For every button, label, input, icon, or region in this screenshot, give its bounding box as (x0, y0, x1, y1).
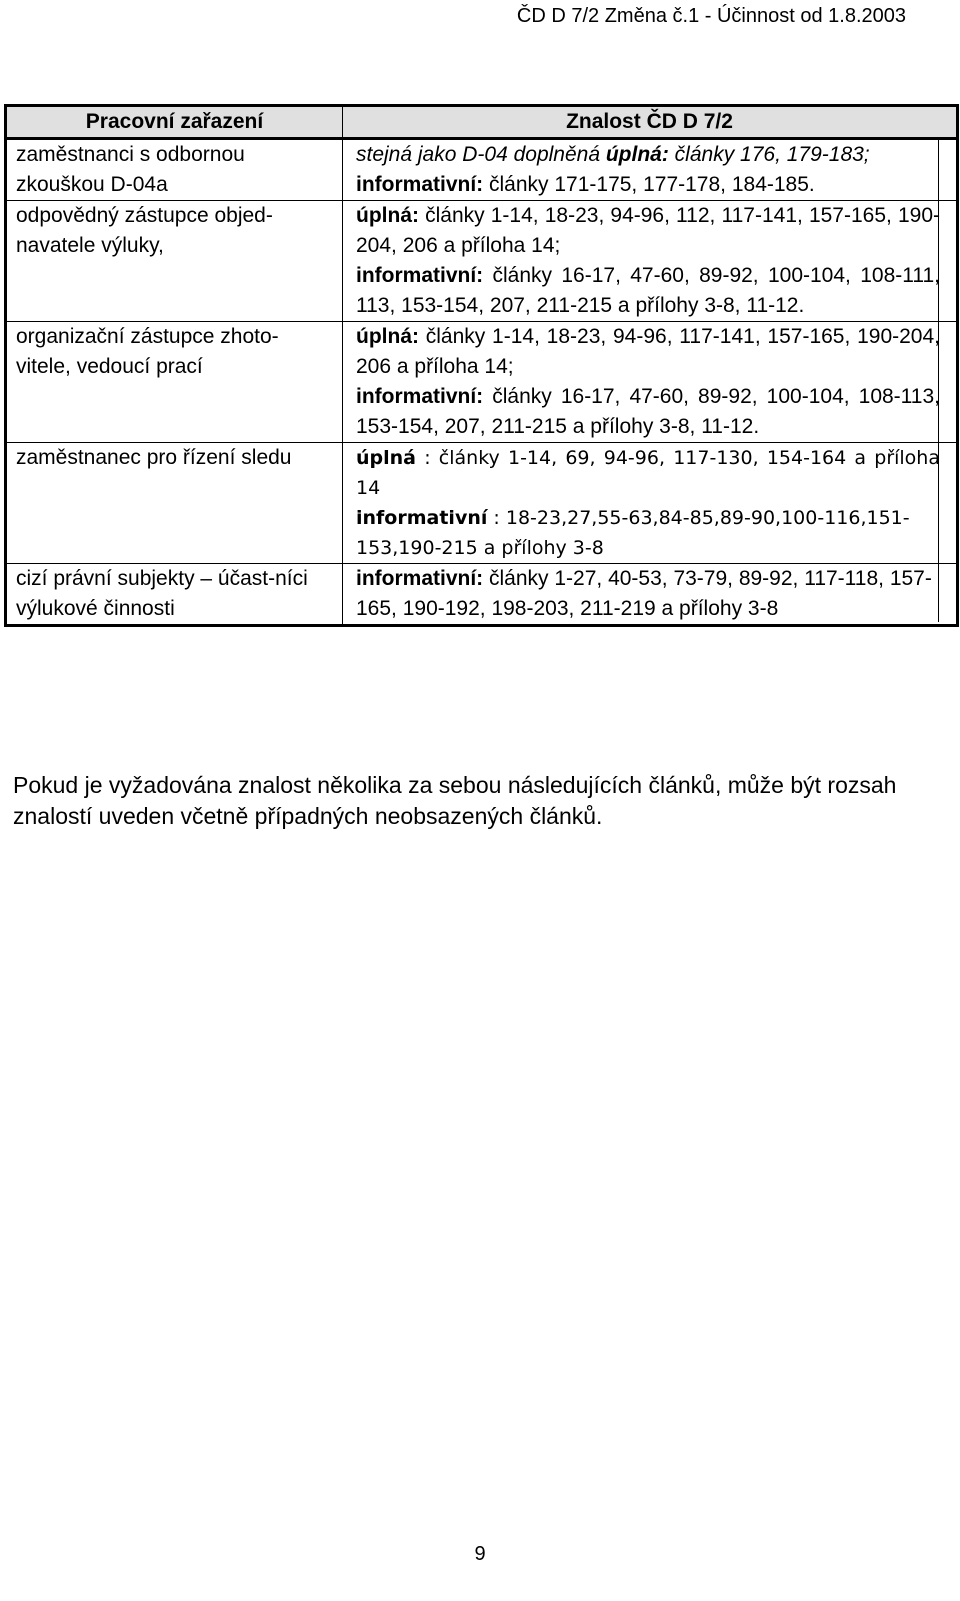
knowledge-informative-label: informativní: (356, 385, 484, 408)
knowledge-table-wrapper (4, 104, 956, 627)
footnote-paragraph: Pokud je vyžadována znalost několika za sebou následujících článků, může být rozsah znalostí uveden včetně případných neobsazených článků. (13, 772, 897, 829)
table-row (6, 443, 958, 564)
knowledge-full-label: úplná: (356, 325, 419, 348)
table-row (6, 322, 958, 443)
knowledge-text: články 16-17, 47-60, 89-92, 100-104, 108-113, 153-154, 207, 211-215 a přílohy 3-8, 11-12. (356, 385, 940, 438)
knowledge-text: stejná jako D-04 doplněná (356, 143, 606, 166)
knowledge-text: články 171-175, 177-178, 184-185. (483, 173, 815, 196)
table-row (6, 564, 958, 626)
table-header-row (6, 106, 958, 139)
knowledge-informative-label: informativní: (356, 264, 484, 287)
knowledge-full-label: úplná (356, 447, 416, 469)
knowledge-text: články 16-17, 47-60, 89-92, 100-104, 108-111, 113, 153-154, 207, 211-215 a přílohy 3-8, 11-12. (356, 264, 940, 317)
role-cell: odpovědný zástupce objed-navatele výluky, (6, 201, 343, 322)
column-header-role: Pracovní zařazení (6, 106, 343, 139)
table-row (6, 139, 958, 201)
knowledge-full-label: úplná: (356, 204, 419, 227)
knowledge-cell (343, 564, 958, 626)
knowledge-cell (343, 443, 958, 564)
role-cell: zaměstnanci s odbornou zkouškou D-04a (6, 139, 343, 201)
role-cell: organizační zástupce zhoto-vitele, vedoucí prací (6, 322, 343, 443)
knowledge-text: : články 1-14, 69, 94-96, 117-130, 154-164 a příloha 14 (356, 447, 940, 499)
document-header: ČD D 7/2 Změna č.1 - Účinnost od 1.8.2003 (516, 5, 906, 27)
knowledge-table (4, 104, 959, 627)
knowledge-cell (343, 201, 958, 322)
role-cell: cizí právní subjekty – účast-níci výlukové činnosti (6, 564, 343, 626)
role-cell: zaměstnanec pro řízení sledu (6, 443, 343, 564)
page-number: 9 (474, 1543, 486, 1565)
knowledge-text: články 1-14, 18-23, 94-96, 112, 117-141, 157-165, 190-204, 206 a příloha 14; (356, 204, 940, 257)
knowledge-cell (343, 139, 958, 201)
knowledge-informative-label: informativní: (356, 567, 484, 590)
knowledge-text: články 176, 179-183; (668, 143, 870, 166)
knowledge-text: články 1-27, 40-53, 73-79, 89-92, 117-118, 157-165, 190-192, 198-203, 211-219 a přílohy 3-8 (356, 567, 932, 620)
knowledge-text: články 1-14, 18-23, 94-96, 117-141, 157-165, 190-204, 206 a příloha 14; (356, 325, 940, 378)
column-header-knowledge: Znalost ČD D 7/2 (343, 106, 958, 139)
knowledge-text: : 18-23,27,55-63,84-85,89-90,100-116,151-153,190-215 a přílohy 3-8 (356, 507, 910, 559)
knowledge-full-label: úplná: (605, 143, 669, 166)
knowledge-informative-label: informativní: (356, 173, 484, 196)
table-row (6, 201, 958, 322)
knowledge-cell (343, 322, 958, 443)
knowledge-informative-label: informativní (356, 507, 488, 529)
